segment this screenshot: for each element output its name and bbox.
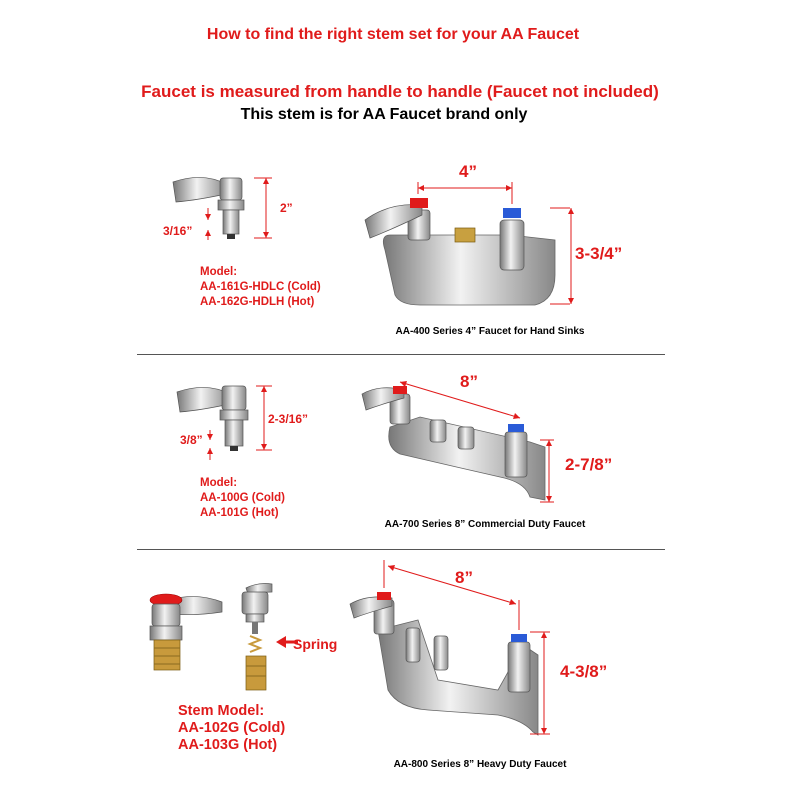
faucet-illustration-1 [360, 180, 560, 310]
stem-offset-2: 3/8” [180, 433, 203, 447]
model-hot: AA-101G (Hot) [200, 507, 279, 519]
model-block-3 [178, 703, 285, 754]
spring-label: Spring [293, 636, 338, 652]
section-divider-1 [137, 354, 665, 355]
stem-illustration-3a [140, 588, 230, 683]
stem-illustration-3b [232, 580, 302, 692]
faucet-width-3: 8” [455, 568, 473, 587]
stem-height-2: 2-3/16” [268, 412, 309, 426]
header-line-1: How to find the right stem set for your AA Faucet [206, 26, 580, 43]
faucet-height-1: 3-3/4” [575, 244, 623, 263]
faucet-caption-1: AA-400 Series 4” Faucet for Hand Sinks [395, 326, 585, 337]
faucet-illustration-2 [360, 372, 560, 512]
faucet-height-2: 2-7/8” [565, 455, 613, 474]
faucet-width-1: 4” [459, 162, 477, 181]
model-cold: AA-102G (Cold) [178, 720, 286, 736]
model-hot: AA-103G (Hot) [178, 737, 278, 753]
header-line-2: Faucet is measured from handle to handle (Faucet not included) [141, 82, 659, 101]
faucet-width-2: 8” [460, 372, 478, 391]
model-label: Stem Model: [178, 703, 265, 719]
model-block-2 [200, 476, 285, 521]
model-cold: AA-100G (Cold) [200, 492, 285, 504]
faucet-caption-3: AA-800 Series 8” Heavy Duty Faucet [393, 759, 567, 770]
faucet-height-3: 4-3/8” [560, 662, 608, 681]
model-block-1 [200, 265, 321, 310]
model-hot: AA-162G-HDLH (Hot) [200, 296, 315, 308]
faucet-illustration-3 [348, 560, 548, 750]
stem-offset-1: 3/16” [163, 224, 193, 238]
faucet-height-arrow-3 [530, 632, 552, 734]
section-divider-2 [137, 549, 665, 550]
faucet-caption-2: AA-700 Series 8” Commercial Duty Faucet [384, 519, 586, 530]
faucet-height-arrow-2 [540, 440, 556, 502]
model-cold: AA-161G-HDLC (Cold) [200, 281, 321, 293]
stem-height-1: 2” [280, 201, 293, 215]
model-label: Model: [200, 266, 238, 278]
header-line-3: This stem is for AA Faucet brand only [240, 106, 528, 123]
stem-illustration-2 [172, 380, 282, 460]
model-label: Model: [200, 477, 238, 489]
